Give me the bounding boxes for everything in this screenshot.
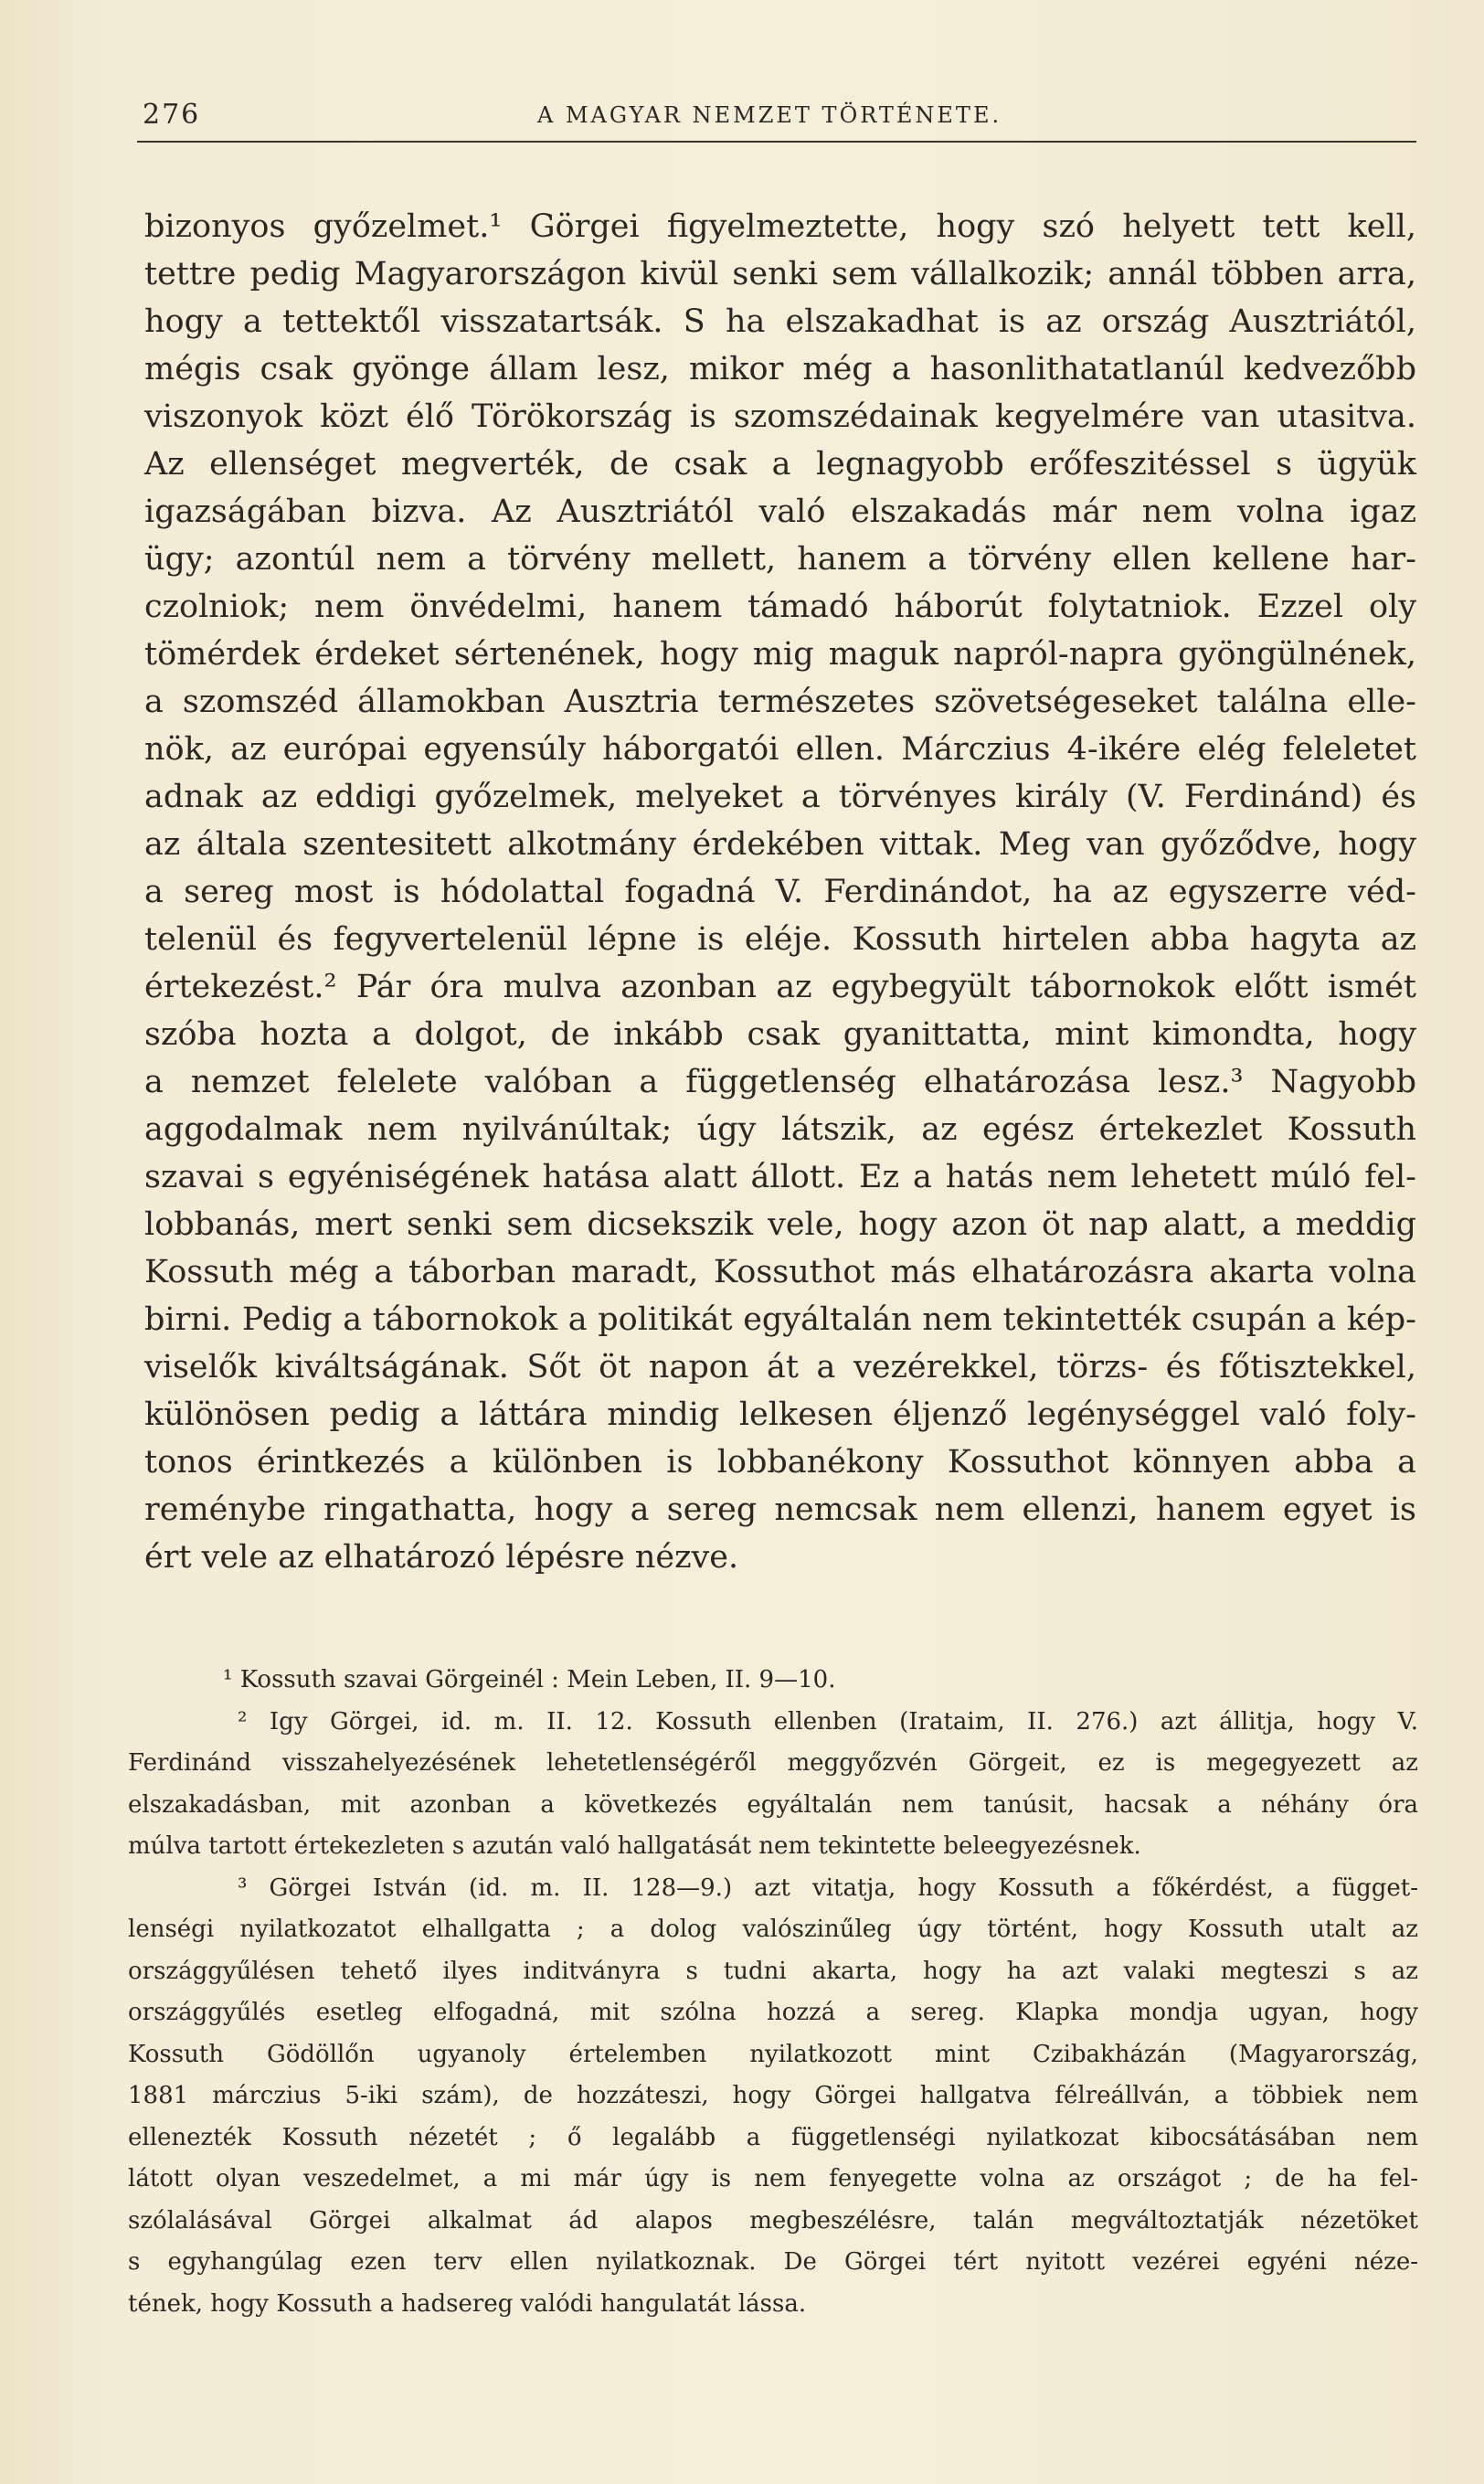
footnote-2-line: múlva tartott értekezleten s azután való hallgatását nem tekintette beleegyezésnek. (128, 1832, 1141, 1860)
text-line: reménybe ringathatta, hogy a sereg nemcsak nem ellenzi, hanem egyet is (144, 1491, 1416, 1528)
text-line: ügy; azontúl nem a törvény mellett, hanem a törvény ellen kellene har- (144, 541, 1416, 578)
text-line: szavai s egyéniségének hatása alatt állott. Ez a hatás nem lehetett múló fel- (144, 1159, 1416, 1195)
footnote-2-line: Ferdinánd visszahelyezésének lehetetlenségéről meggyőzvén Görgeit, ez is megegyezett az (128, 1749, 1418, 1777)
text-line: szóba hozta a dolgot, de inkább csak gyanittatta, mint kimondta, hogy (144, 1016, 1416, 1053)
footnotes (128, 1660, 1418, 2325)
footnote-3-line: s egyhangúlag ezen terv ellen nyilatkoznak. De Görgei tért nyitott vezérei egyéni néze- (128, 2248, 1418, 2276)
header-rule (137, 141, 1416, 143)
text-line: különösen pedig a láttára mindig lelkesen éljenző legénységgel való foly- (144, 1396, 1416, 1433)
text-line: telenül és fegyvertelenül lépne is eléje. Kossuth hirtelen abba hagyta az (144, 921, 1416, 958)
text-line: ért vele az elhatározó lépésre nézve. (144, 1539, 739, 1576)
running-title: A MAGYAR NEMZET TÖRTÉNETE. (537, 102, 1002, 128)
footnote-3-line: látott olyan veszedelmet, a mi már úgy is nem fenyegette volna az országot ; de ha fel- (128, 2165, 1418, 2192)
footnote-3-line: szólalásával Görgei alkalmat ád alapos megbeszélésre, talán megváltoztatják nézetöket (128, 2206, 1418, 2235)
text-line: tettre pedig Magyarországon kivül senki sem vállalkozik; annál többen arra, (144, 256, 1416, 292)
footnote-3-line: országgyűlés esetleg elfogadná, mit szólna hozzá a sereg. Klapka mondja ugyan, hogy (128, 1999, 1418, 2026)
text-line: lobbanás, mert senki sem dicsekszik vele, hogy azon öt nap alatt, a meddig (144, 1206, 1416, 1243)
text-line: tömérdek érdeket sértenének, hogy mig maguk napról-napra gyöngülnének, (144, 636, 1416, 673)
text-line: czolniok; nem önvédelmi, hanem támadó háborút folytatniok. Ezzel oly (144, 589, 1416, 625)
footnote-2-line: ² Igy Görgei, id. m. II. 12. Kossuth ellenben (Irataim, II. 276.) azt állitja, hogy V. (238, 1707, 1418, 1736)
footnote-3-line: országgyűlésen tehető ilyes inditványra s tudni akarta, hogy ha azt valaki megteszi s az (128, 1957, 1418, 1985)
text-line: birni. Pedig a tábornokok a politikát egyáltalán nem tekintették csupán a kép- (144, 1301, 1416, 1338)
footnote-2-line: elszakadásban, mit azonban a következés egyáltalán nem tanúsit, hacsak a néhány óra (128, 1790, 1418, 1819)
text-line: adnak az eddigi győzelmek, melyeket a törvényes király (V. Ferdinánd) és (144, 779, 1416, 815)
footnote-3-line: 1881 márczius 5-iki szám), de hozzáteszi, hogy Görgei hallgatva félreállván, a többiek nem (128, 2082, 1418, 2109)
text-line: mégis csak gyönge állam lesz, mikor még a hasonlithatatlanúl kedvezőbb (144, 351, 1416, 387)
text-line: bizonyos győzelmet.¹ Görgei figyelmeztette, hogy szó helyett tett kell, (144, 208, 1416, 245)
text-line: viszonyok közt élő Törökország is szomszédainak kegyelmére van utasitva. (144, 398, 1416, 435)
text-line: nök, az európai egyensúly háborgatói ellen. Márczius 4-ikére elég feleletet (144, 731, 1416, 768)
footnote-3-line: Kossuth Gödöllőn ugyanoly értelemben nyilatkozott mint Czibakházán (Magyarország, (128, 2040, 1418, 2068)
footnote-3-line: lenségi nyilatkozatot elhallgatta ; a dolog valószinűleg úgy történt, hogy Kossuth utalt az (128, 1916, 1418, 1943)
text-line: a szomszéd államokban Ausztria természetes szövetségeseket találna elle- (144, 684, 1416, 720)
main-text (144, 203, 1416, 1581)
text-line: a sereg most is hódolattal fogadná V. Ferdinándot, ha az egyszerre véd- (144, 874, 1416, 910)
footnote-3-line: ³ Görgei István (id. m. II. 128—9.) azt vitatja, hogy Kossuth a főkérdést, a függet- (238, 1874, 1418, 1902)
text-line: értekezést.² Pár óra mulva azonban az egybegyült tábornokok előtt ismét (144, 969, 1416, 1005)
text-line: az általa szentesitett alkotmány érdekében vittak. Meg van győződve, hogy (144, 826, 1416, 863)
text-line: hogy a tettektől visszatartsák. S ha elszakadhat is az ország Ausztriától, (144, 303, 1416, 340)
text-line: viselők kiváltságának. Sőt öt napon át a vezérekkel, törzs- és főtisztekkel, (144, 1349, 1416, 1385)
text-line: igazságában bizva. Az Ausztriától való elszakadás már nem volna igaz (144, 494, 1416, 530)
footnote-1: ¹ Kossuth szavai Görgeinél : Mein Leben, II. 9—10. (223, 1666, 836, 1693)
page-header (137, 97, 1416, 141)
text-line: Az ellenséget megverték, de csak a legnagyobb erőfeszitéssel s ügyük (144, 446, 1416, 483)
text-line: aggodalmak nem nyilvánúltak; úgy látszik, az egész értekezlet Kossuth (144, 1111, 1416, 1148)
text-line: a nemzet felelete valóban a függetlenség elhatározása lesz.³ Nagyobb (144, 1064, 1416, 1100)
text-line: Kossuth még a táborban maradt, Kossuthot más elhatározásra akarta volna (144, 1254, 1416, 1290)
page-number: 276 (143, 99, 201, 131)
footnote-3-line: tének, hogy Kossuth a hadsereg valódi hangulatát lássa. (128, 2289, 807, 2318)
text-line: tonos érintkezés a különben is lobbanékony Kossuthot könnyen abba a (144, 1444, 1416, 1481)
footnote-3-line: ellenezték Kossuth nézetét ; ő legalább a függetlenségi nyilatkozat kibocsátásában nem (128, 2123, 1418, 2151)
